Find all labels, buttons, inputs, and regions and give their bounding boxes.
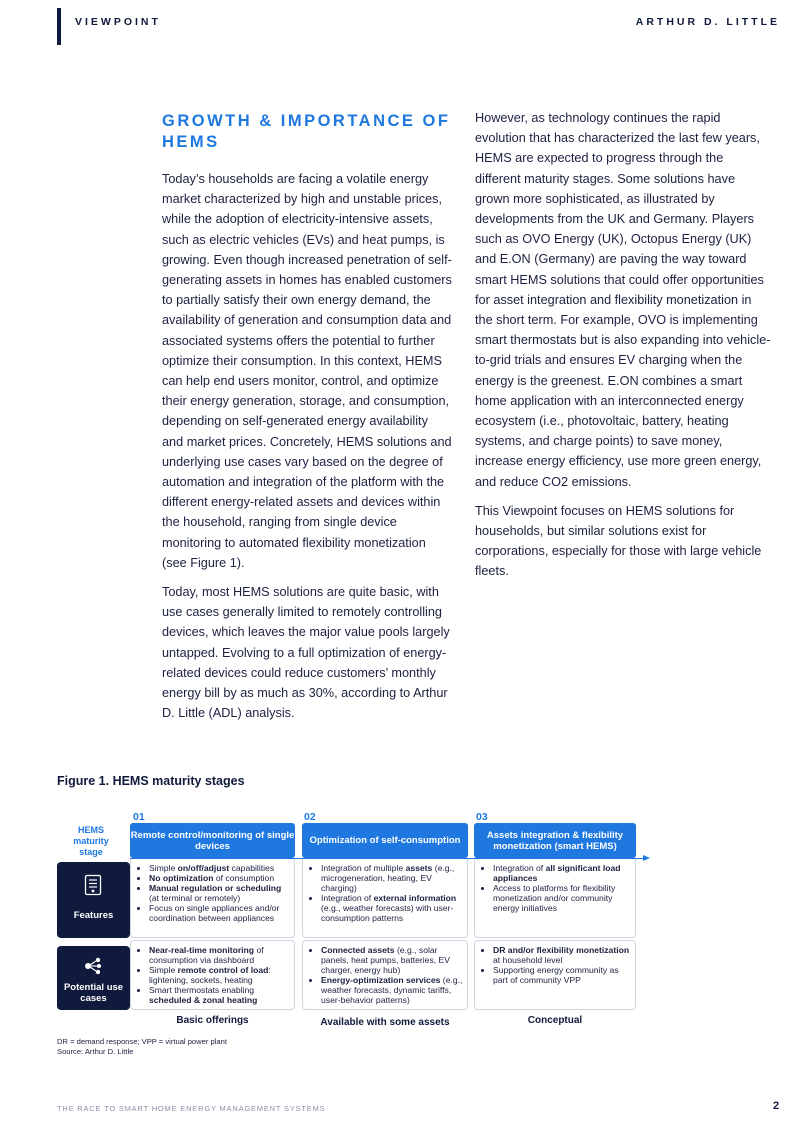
header-brand: ARTHUR D. LITTLE — [635, 16, 780, 28]
row-label-use-cases — [57, 946, 130, 1010]
use-cases-cell — [474, 940, 636, 1010]
document-list-icon — [83, 874, 103, 896]
bullet-item: • No optimization of consumption — [149, 873, 290, 883]
header-accent-bar — [57, 8, 61, 45]
stage-number: 03 — [476, 811, 488, 823]
page-number: 2 — [773, 1100, 780, 1112]
stage-number: 02 — [304, 811, 316, 823]
header-section-label: VIEWPOINT — [75, 16, 161, 28]
bullet-item: • Energy-optimization services (e.g., weather forecasts, dynamic tariffs, user-behavior patterns) — [321, 975, 463, 1005]
features-cell — [130, 859, 295, 938]
availability-label: Available with some assets — [320, 1017, 450, 1028]
footer-title: THE RACE TO SMART HOME ENERGY MANAGEMENT SYSTEMS — [57, 1104, 326, 1113]
paragraph: Today, most HEMS solutions are quite basic, with use cases generally limited to remotely controlling devices, which leaves the major value pools largely untapped. Evolving to a full optimization of energy-related devices could reduce customers’ monthly energy bill by as much as 30%, according to Arthur D. Little (ADL) analysis. — [162, 585, 450, 721]
stage-header: Optimization of self-consumption — [302, 823, 468, 858]
row-label-features — [57, 862, 130, 938]
bullet-item: • Manual regulation or scheduling (at terminal or remotely) — [149, 883, 290, 903]
bullet-item: • Near-real-time monitoring of consumption via dashboard — [149, 945, 290, 965]
bullet-item: • Connected assets (e.g., solar panels, heat pumps, batteries, EV charger, energy hub) — [321, 945, 463, 975]
bullet-item: • Smart thermostats enabling scheduled & zonal heating — [149, 985, 290, 1005]
stage-header: Assets integration & flexibility monetization (smart HEMS) — [474, 823, 636, 858]
row-label-text: Features — [73, 910, 114, 921]
bullet-item: • Integration of multiple assets (e.g., microgeneration, heating, EV charging) — [321, 863, 463, 893]
stage-number: 01 — [133, 811, 145, 823]
bullet-item: • Integration of external information (e.g., weather forecasts) with user-consumption patterns — [321, 893, 463, 923]
row-label-text: Potential use cases — [63, 982, 124, 1004]
figure-title: Figure 1. HEMS maturity stages — [57, 774, 245, 788]
use-cases-cell — [302, 940, 468, 1010]
row-header-maturity-stage: HEMS maturity stage — [73, 825, 109, 857]
use-cases-cell — [130, 940, 295, 1010]
bullet-item: • Supporting energy community as part of community VPP — [493, 965, 631, 985]
bullet-item: • Integration of all significant load appliances — [493, 863, 631, 883]
right-column — [475, 108, 771, 591]
bullet-item: • Focus on single appliances and/or coordination between appliances — [149, 903, 290, 923]
features-cell — [302, 859, 468, 938]
arrow-head-icon — [643, 855, 650, 861]
figure-note: DR = demand response; VPP = virtual power plant — [57, 1037, 227, 1046]
stage-header: Remote control/monitoring of single devices — [130, 823, 295, 858]
figure-source: Source: Arthur D. Little — [57, 1047, 134, 1056]
bullet-item: • Simple remote control of load: lightening, sockets, heating — [149, 965, 290, 985]
features-cell — [474, 859, 636, 938]
paragraph: This Viewpoint focuses on HEMS solutions for households, but similar solutions exist for corporations, especially for those with large vehicle fleets. — [475, 503, 762, 579]
bullet-item: • Simple on/off/adjust capabilities — [149, 863, 290, 873]
paragraph: However, as technology continues the rapid evolution that has characterized the last few years, HEMS are expected to progress through the different maturity stages. Some solutions have grown more sophisticated, as illustrated by developments from the UK and Germany. Players such as OVO Energy (UK), Octopus Energy (UK) and E.ON (Germany) are paving the way toward smart HEMS solutions that could offer opportunities for asset integration and flexibility monetization in the short term. For example, OVO is implementing smart thermostats but is also expanding into vehicle-to-grid trials and ensures EV charging when the energy is the greenest. E.ON combines a smart home application with an interconnected energy ecosystem (i.e., photovoltaic, battery, heating systems, and charge points) to save money, increase energy efficiency, use more green energy, and reduce CO2 emissions. — [475, 111, 771, 489]
paragraph: Today’s households are facing a volatile energy market characterized by high and unstable prices, while the adoption of electricity-intensive assets, such as electric vehicles (EVs) and heat pumps, is growing. Even though increased penetration of self-generating assets in homes has enabled customers to partially satisfy their own energy demand, the availability of generation and consumption data and associated systems offers the potential to further optimize their consumption. In this context, HEMS can help end users monitor, control, and optimize their energy generation, storage, and consumption, depending on self-generated energy availability and market prices. Concretely, HEMS solutions and underlying use cases vary based on the degree of automation and integration of the platform with the different energy-related assets and devices within the household, ranging from single device monitoring to automated flexibility monetization (see Figure 1). — [162, 172, 452, 570]
section-title: GROWTH & IMPORTANCE OF HEMS — [162, 112, 451, 151]
bullet-item: • Access to platforms for flexibility monetization and/or community energy initiatives — [493, 883, 631, 913]
availability-label: Conceptual — [527, 1015, 583, 1026]
left-column — [162, 111, 452, 732]
network-nodes-icon — [83, 955, 103, 977]
availability-label: Basic offerings — [176, 1015, 249, 1026]
bullet-item: • DR and/or flexibility monetization at household level — [493, 945, 631, 965]
